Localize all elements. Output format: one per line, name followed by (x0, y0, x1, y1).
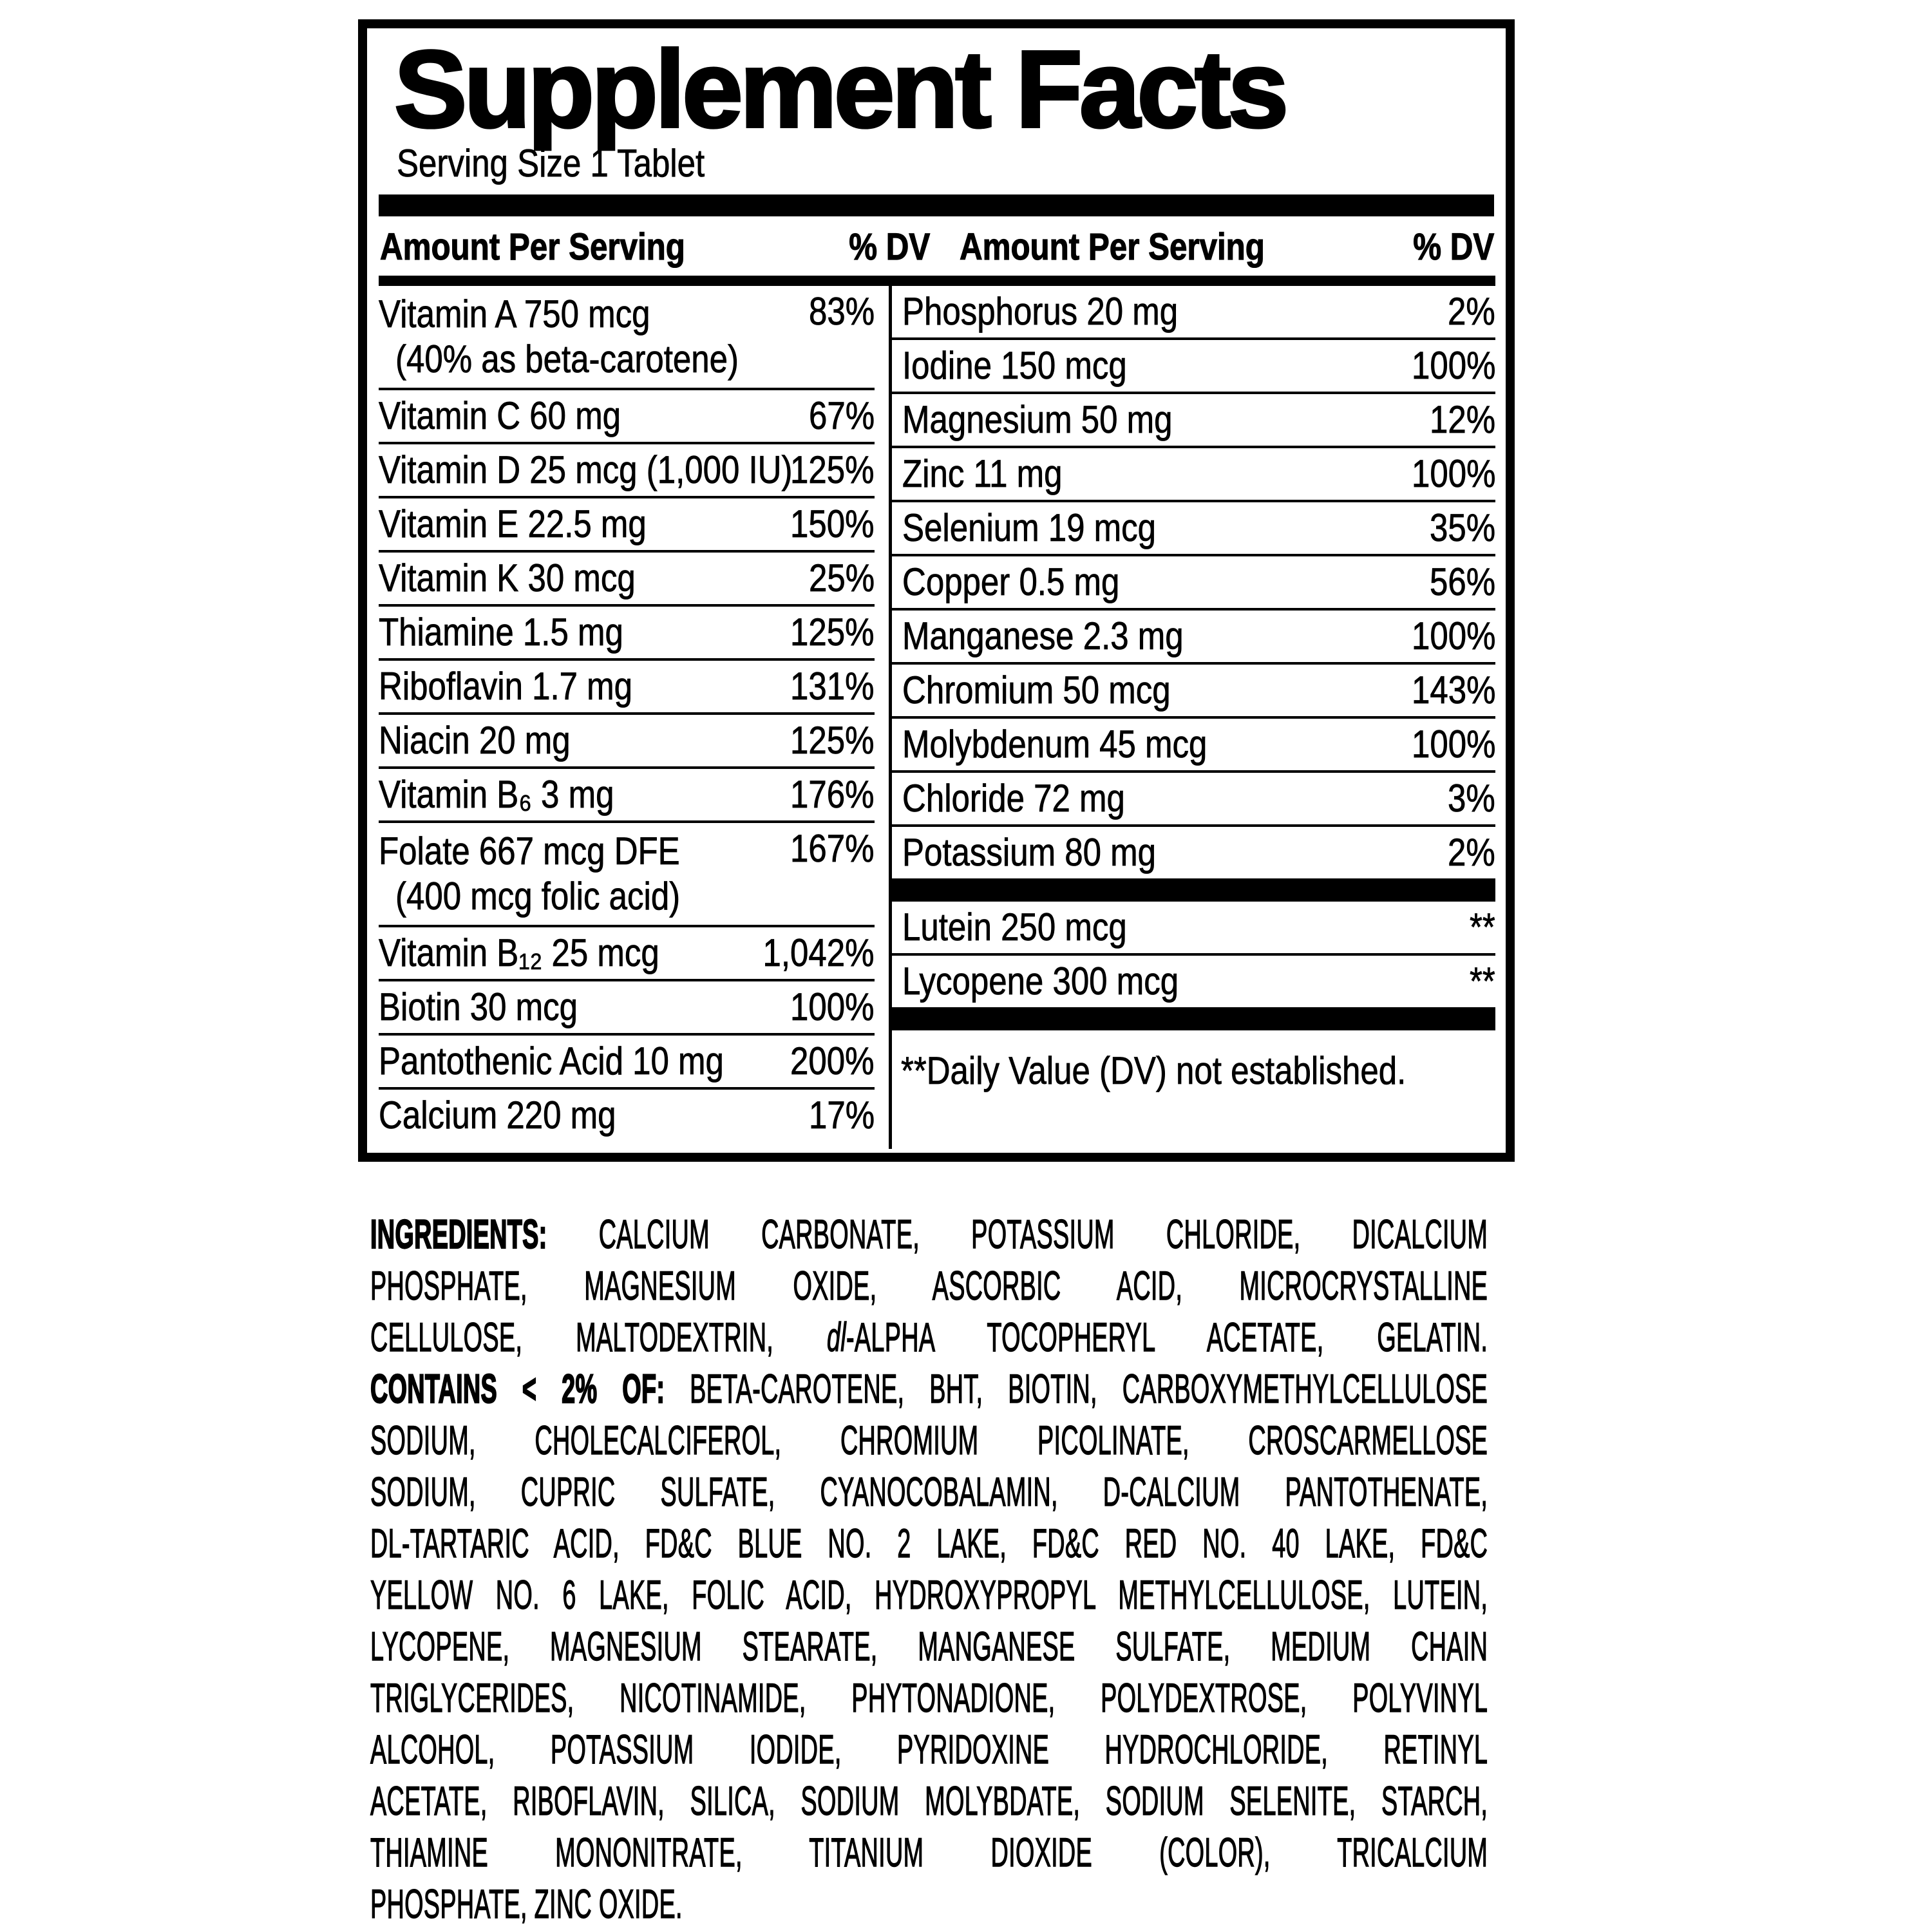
nutrient-name: Vitamin C 60 mg (379, 394, 621, 437)
ingredients-line: CONTAINS < 2% OF: BETA-CAROTENE, BHT, BIOTIN, CARBOXYMETHYLCELLULOSE (370, 1367, 1488, 1412)
nutrient-name: Chromium 50 mcg (902, 668, 1171, 712)
nutrient-row (379, 553, 875, 607)
dv-header-left: % DV (848, 226, 930, 268)
ingredients-line: PHOSPHATE, ZINC OXIDE. (370, 1882, 683, 1927)
serving-size (397, 143, 759, 184)
ingredients-line: SODIUM, CUPRIC SULFATE, CYANOCOBALAMIN, D-CALCIUM PANTOTHENATE, (370, 1470, 1488, 1515)
nutrient-name: Vitamin B₆ 3 mg (379, 773, 614, 816)
ingredients-line: THIAMINE MONONITRATE, TITANIUM DIOXIDE (COLOR), TRICALCIUM (370, 1830, 1488, 1875)
ingredients-line: SODIUM, CHOLECALCIFEROL, CHROMIUM PICOLINATE, CROSCARMELLOSE (370, 1418, 1488, 1463)
ingredients-lead-in: INGREDIENTS: (370, 1212, 547, 1257)
nutrient-row (892, 719, 1495, 773)
nutrient-name: Copper 0.5 mg (902, 560, 1120, 603)
nutrient-row (892, 665, 1495, 719)
nutrient-subnote: (40% as beta-carotene) (395, 337, 739, 381)
nutrient-name: Vitamin B₁₂ 25 mcg (379, 931, 659, 974)
nutrient-row (379, 1090, 875, 1141)
nutrient-name: Phosphorus 20 mg (902, 290, 1179, 333)
contains-lead-in: CONTAINS < 2% OF: (370, 1367, 665, 1412)
nutrient-name: Vitamin A 750 mcg (379, 292, 650, 336)
nutrient-name: Riboflavin 1.7 mg (379, 665, 633, 708)
nutrient-name: Vitamin D 25 mcg (1,000 IU) (379, 448, 793, 491)
nutrient-row (892, 502, 1495, 556)
nutrient-dv: 125% (790, 611, 875, 654)
nutrient-subnote: (400 mcg folic acid) (395, 875, 681, 918)
nutrient-name: Chloride 72 mg (902, 777, 1126, 820)
nutrient-name: Lycopene 300 mcg (902, 960, 1179, 1003)
nutrient-row (892, 340, 1495, 394)
nutrient-dv: 100% (1411, 452, 1495, 495)
nutrient-dv: 131% (790, 665, 875, 708)
nutrient-row (379, 981, 875, 1036)
serving-size-text: Serving Size 1 Tablet (397, 142, 705, 185)
nutrient-name: Zinc 11 mg (902, 452, 1063, 495)
right-column (892, 286, 1495, 1149)
nutrient-name: Iodine 150 mcg (902, 344, 1128, 387)
nutrient-row (892, 394, 1495, 448)
nutrient-name: Selenium 19 mcg (902, 506, 1157, 549)
nutrient-name: Thiamine 1.5 mg (379, 611, 623, 654)
nutrient-row (892, 448, 1495, 502)
nutrient-row (892, 902, 1495, 956)
table-columns (379, 286, 1495, 1149)
nutrient-row (892, 827, 1495, 878)
section-separator-bar (892, 878, 1495, 902)
nutrient-name: Molybdenum 45 mcg (902, 723, 1208, 766)
ingredients-line: ALCOHOL, POTASSIUM IODIDE, PYRIDOXINE HYDROCHLORIDE, RETINYL (370, 1727, 1488, 1772)
nutrient-table (379, 216, 1495, 1149)
nutrient-dv: 200% (790, 1039, 875, 1083)
nutrient-row (892, 611, 1495, 665)
nutrient-dv: ** (1470, 905, 1495, 949)
nutrient-row (379, 498, 875, 553)
nutrient-dv: 67% (808, 394, 875, 437)
nutrient-row (379, 715, 875, 769)
nutrient-row (379, 769, 875, 823)
nutrient-dv: 176% (790, 773, 875, 816)
nutrient-row (892, 556, 1495, 611)
nutrient-name: Vitamin K 30 mcg (379, 556, 636, 600)
ingredients-line: DL-TARTARIC ACID, FD&C BLUE NO. 2 LAKE, FD&C RED NO. 40 LAKE, FD&C (370, 1521, 1488, 1566)
nutrient-name: Folate 667 mcg DFE (379, 829, 680, 873)
nutrient-dv: 3% (1448, 777, 1495, 820)
nutrient-row (892, 286, 1495, 340)
nutrient-dv: 100% (1411, 614, 1495, 658)
ingredients-line: PHOSPHATE, MAGNESIUM OXIDE, ASCORBIC ACID, MICROCRYSTALLINE (370, 1264, 1488, 1309)
nutrient-row (379, 444, 875, 498)
italic-dl: dl (826, 1315, 846, 1360)
amount-per-serving-header-right: Amount Per Serving (960, 226, 1265, 268)
nutrient-dv: 143% (1411, 668, 1495, 712)
nutrient-row (379, 927, 875, 981)
nutrient-dv: ** (1470, 960, 1495, 1003)
nutrient-row (379, 661, 875, 715)
panel-title: Supplement Facts (394, 28, 1286, 151)
nutrient-row (379, 607, 875, 661)
nutrient-dv: 35% (1429, 506, 1495, 549)
ingredients-line: LYCOPENE, MAGNESIUM STEARATE, MANGANESE SULFATE, MEDIUM CHAIN (370, 1624, 1488, 1669)
ingredients-line: INGREDIENTS: CALCIUM CARBONATE, POTASSIUM CHLORIDE, DICALCIUM (370, 1212, 1488, 1257)
nutrient-dv: 125% (790, 719, 875, 762)
nutrient-dv: 100% (1411, 344, 1495, 387)
nutrient-dv: 125% (790, 448, 875, 491)
nutrient-dv: 1,042% (762, 931, 875, 974)
left-column (379, 286, 889, 1149)
header-separator-bar (379, 276, 1495, 286)
nutrient-dv: 167% (790, 827, 875, 870)
nutrient-dv: 83% (808, 290, 875, 333)
nutrient-name: Manganese 2.3 mg (902, 614, 1184, 658)
dv-footnote: **Daily Value (DV) not established. (901, 1049, 1406, 1092)
nutrient-row (379, 390, 875, 444)
nutrient-row (892, 956, 1495, 1007)
thick-separator-bar (379, 194, 1494, 216)
nutrient-name: Pantothenic Acid 10 mg (379, 1039, 724, 1083)
ingredients-paragraph (370, 1209, 1488, 1931)
nutrient-dv: 2% (1448, 831, 1495, 874)
nutrient-name: Potassium 80 mg (902, 831, 1157, 874)
nutrient-name: Calcium 220 mg (379, 1094, 616, 1137)
ingredients-line: YELLOW NO. 6 LAKE, FOLIC ACID, HYDROXYPROPYL METHYLCELLULOSE, LUTEIN, (370, 1573, 1488, 1618)
nutrient-name: Lutein 250 mcg (902, 905, 1128, 949)
nutrient-dv: 56% (1429, 560, 1495, 603)
amount-per-serving-header-left: Amount Per Serving (380, 226, 685, 268)
nutrient-name: Magnesium 50 mg (902, 398, 1173, 441)
nutrient-row (379, 286, 875, 390)
nutrient-dv: 17% (808, 1094, 875, 1137)
nutrient-name: Vitamin E 22.5 mg (379, 502, 647, 545)
nutrient-dv: 100% (1411, 723, 1495, 766)
nutrient-dv: 150% (790, 502, 875, 545)
nutrient-dv: 2% (1448, 290, 1495, 333)
ingredients-line: CELLULOSE, MALTODEXTRIN, dl-ALPHA TOCOPHERYL ACETATE, GELATIN. (370, 1315, 1488, 1360)
ingredients-line: ACETATE, RIBOFLAVIN, SILICA, SODIUM MOLYBDATE, SODIUM SELENITE, STARCH, (370, 1779, 1488, 1824)
nutrient-dv: 25% (808, 556, 875, 600)
nutrient-name: Niacin 20 mg (379, 719, 571, 762)
section-separator-bar (892, 1007, 1495, 1030)
nutrient-row (379, 1036, 875, 1090)
ingredients-line: TRIGLYCERIDES, NICOTINAMIDE, PHYTONADIONE, POLYDEXTROSE, POLYVINYL (370, 1676, 1488, 1721)
nutrient-row (892, 773, 1495, 827)
nutrient-dv: 12% (1429, 398, 1495, 441)
dv-header-right: % DV (1412, 226, 1494, 268)
nutrient-row (379, 823, 875, 927)
supplement-facts-panel (358, 19, 1515, 1162)
nutrient-name: Biotin 30 mcg (379, 985, 578, 1028)
nutrient-dv: 100% (790, 985, 875, 1028)
